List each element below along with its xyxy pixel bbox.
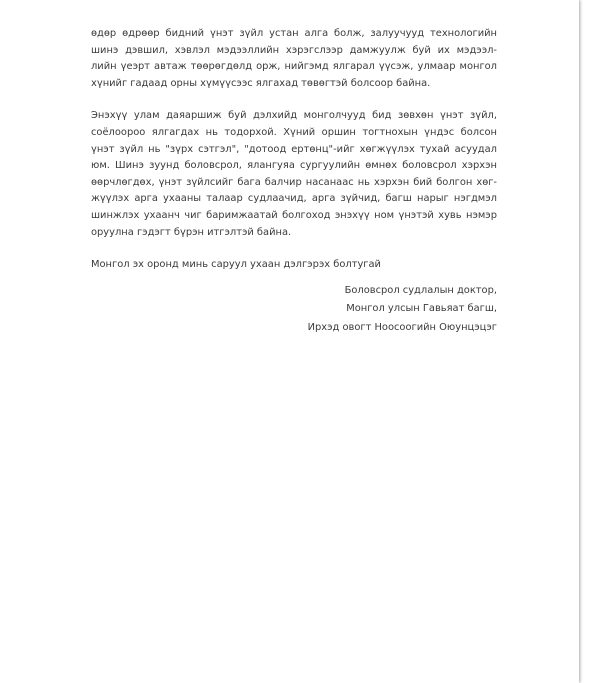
paragraph-line: соёлоороо ялгагдах нь тодорхой. Хүний оршин тогтнохын үндэс болсон: [91, 126, 497, 138]
closing-greeting: Монгол эх оронд минь саруул ухаан дэлгэрэх болтугай: [91, 259, 381, 271]
paragraph-2: [91, 108, 497, 241]
paragraph-line: үнэт зүйл нь "зүрх сэтгэл", "дотоод ертөнц"-ийг хөгжүүлэх тухай асуудал: [91, 143, 497, 155]
paragraph-line: шинэ дэвшил, хэвлэл мэдээллийн хэрэгслээр дамжуулж буй их мэдээл-: [91, 44, 497, 56]
paragraph-line: Энэхүү улам даяаршиж буй дэлхийд монголчууд бид зөвхөн үнэт зүйл,: [91, 110, 497, 122]
paragraph-line: жүүлэх арга ухааны талаар судлаачид, арга зүйчид, багш нарыг нэгдмэл: [91, 193, 497, 205]
signature-degree: Боловсрол судлалын доктор,: [344, 284, 497, 296]
signature-name: Ирхэд овогт Нооcоогийн Оюунцэцэг: [307, 321, 497, 333]
paragraph-line: өөрчлөгдөх, үнэт зүйлсийг бага балчир насанаас нь хэрхэн бий болгон хөг-: [91, 176, 497, 188]
paragraph-line: оруулна гэдэгт бүрэн итгэлтэй байна.: [91, 226, 292, 238]
paragraph-1: [91, 26, 497, 92]
signature-block: [91, 283, 497, 337]
signature-title: Монгол улсын Гавьяат багш,: [346, 303, 497, 315]
paragraph-line: юм. Шинэ зуунд боловсрол, ялангуяа сургуулийн өмнөх боловсрол хэрхэн: [91, 160, 497, 172]
paragraph-line: шинжлэх ухаанч чиг баримжаатай болгоход энэхүү ном үнэтэй хувь нэмэр: [91, 209, 497, 221]
paragraph-line: лийн үеэрт автаж төөрөгдөлд орж, нийгэмд ялгарал үүсэж, улмаар монгол: [91, 61, 497, 73]
paragraph-line: өдөр өдрөөр бидний үнэт зүйл устан алга болж, залуучууд технологийн: [91, 28, 497, 39]
paragraph-line: хүнийг гадаад орны хүмүүсээс ялгахад төвөгтэй болсоор байна.: [91, 77, 431, 89]
page-content: [91, 26, 497, 339]
